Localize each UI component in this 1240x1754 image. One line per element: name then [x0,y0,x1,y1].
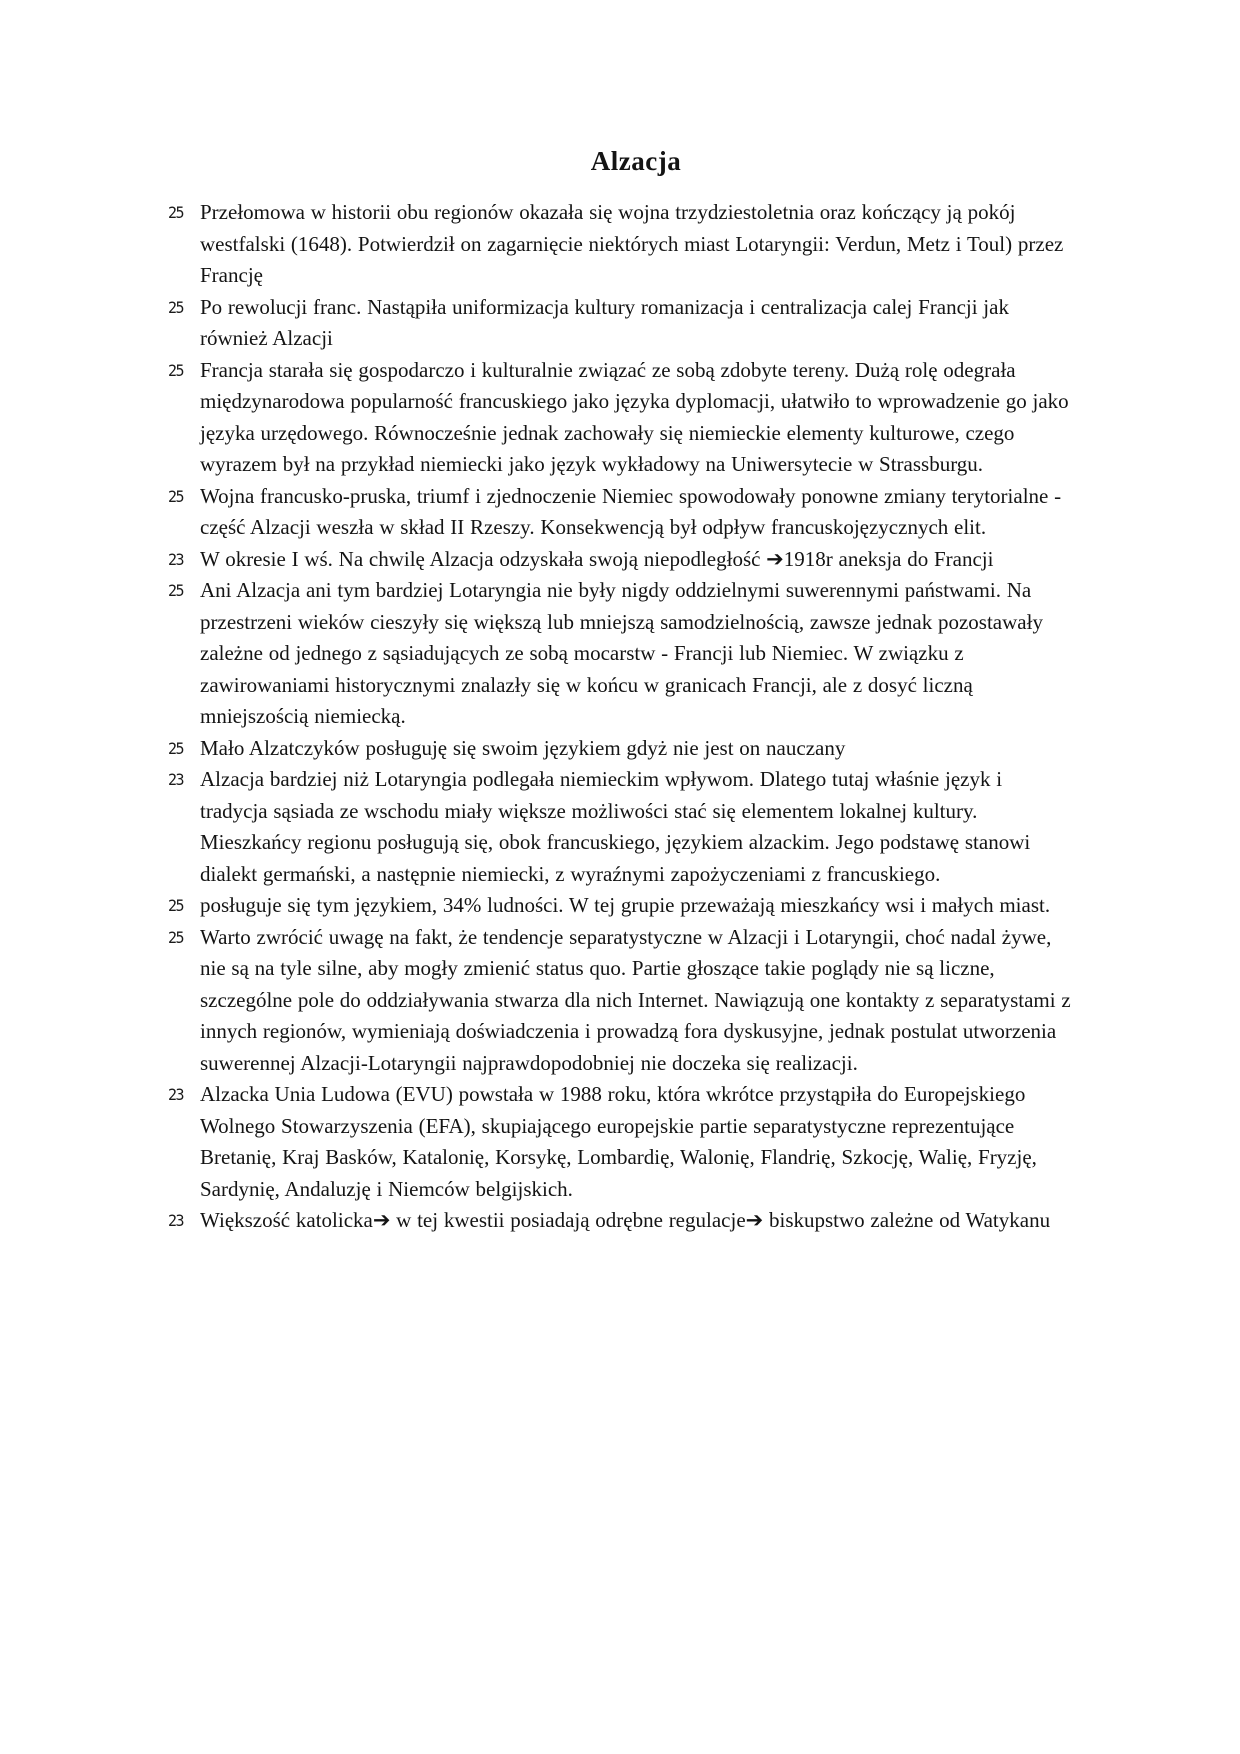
list-item-text: W okresie I wś. Na chwilę Alzacja odzyskała swoją niepodległość ➔1918r aneksja do Francji [200,546,994,571]
list-item [168,922,1240,1080]
list-item-text: Przełomowa w historii obu regionów okazała się wojna trzydziestoletnia oraz kończący ją pokój westfalski (1648). Potwierdził on zagarnięcie niektórych miast Lotaryngii: Verdun, Metz i Toul) przez Francję [200,200,1064,287]
bullet-list [168,197,1240,1237]
list-item [168,292,1240,355]
bullet-marker: 23 [168,770,184,790]
bullet-marker: 25 [168,203,184,223]
list-item-text: Alzacja bardziej niż Lotaryngia podlegała niemieckim wpływom. Dlatego tutaj właśnie język i tradycja sąsiada ze wschodu miały większe możliwości stać się elementem lokalnej kultury. Mieszkańcy regionu posługują się, obok francuskiego, językiem alzackim. Jego podstawę stanowi dialekt germański, a następnie niemiecki, z wyraźnymi zapożyczeniami z francuskiego. [200,767,1031,886]
list-item [168,764,1240,890]
page-title: Alzacja [590,146,682,176]
list-item [168,890,1240,922]
list-item-text: Mało Alzatczyków posługuję się swoim językiem gdyż nie jest on nauczany [200,735,846,760]
bullet-marker: 23 [168,549,184,569]
list-item [168,733,1240,765]
bullet-marker: 23 [168,1085,184,1105]
list-item [168,544,1240,576]
list-item-text: Francja starała się gospodarczo i kulturalnie związać ze sobą zdobyte tereny. Dużą rolę odegrała międzynarodowa popularność francuskiego jako języka dyplomacji, ułatwiło to wprowadzenie go jako języka urzędowego. Równocześnie jednak zachowały się niemieckie elementy kulturowe, czego wyrazem był na przykład niemiecki jako język wykładowy na Uniwersytecie w Strassburgu. [200,357,1069,476]
list-item-text: Alzacka Unia Ludowa (EVU) powstała w 1988 roku, która wkrótce przystąpiła do Europejskiego Wolnego Stowarzyszenia (EFA), skupiającego europejskie partie separatystyczne reprezentujące Bretanię, Kraj Basków, Katalonię, Korsykę, Lombardię, Walonię, Flandrię, Szkocję, Walię, Fryzję, Sardynię, Andaluzję i Niemców belgijskich. [200,1082,1037,1201]
bullet-marker: 25 [168,360,184,380]
bullet-marker: 25 [168,581,184,601]
bullet-marker: 25 [168,297,184,317]
bullet-marker: 23 [168,1211,184,1231]
list-item [168,481,1240,544]
list-item-text: Większość katolicka➔ w tej kwestii posiadają odrębne regulacje➔ biskupstwo zależne od Watykanu [200,1208,1051,1232]
list-item [168,1205,1240,1237]
list-item [168,197,1240,292]
list-item-text: posługuje się tym językiem, 34% ludności. W tej grupie przeważają mieszkańcy wsi i małych miast. [200,893,1051,917]
bullet-marker: 25 [168,738,184,758]
list-item [168,1079,1240,1205]
list-item [168,355,1240,481]
bullet-marker: 25 [168,486,184,506]
bullet-marker: 25 [168,896,184,916]
list-item [168,575,1240,733]
list-item-text: Wojna francusko-pruska, triumf i zjednoczenie Niemiec spowodowały ponowne zmiany terytorialne - część Alzacji weszła w skład II Rzeszy. Konsekwencją był odpływ francuskojęzycznych elit. [200,483,1062,539]
bullet-marker: 25 [168,927,184,947]
list-item-text: Warto zwrócić uwagę na fakt, że tendencje separatystyczne w Alzacji i Lotaryngii, choć nadal żywe, nie są na tyle silne, aby mogły zmienić status quo. Partie głoszące takie poglądy nie są liczne, szczególne pole do oddziaływania stwarza dla nich Internet. Nawiązują one kontakty z separatystami z innych regionów, wymieniają doświadczenia i prowadzą fora dyskusyjne, jednak postulat utworzenia suwerennej Alzacji-Lotaryngii najprawdopodobniej nie doczeka się realizacji. [200,924,1071,1075]
list-item-text: Ani Alzacja ani tym bardziej Lotaryngia nie były nigdy oddzielnymi suwerennymi państwami. Na przestrzeni wieków cieszyły się większą lub mniejszą samodzielnością, zawsze jednak pozostawały zależne od jednego z sąsiadujących ze sobą mocarstw - Francji lub Niemiec. W związku z zawirowaniami historycznymi znalazły się w końcu w granicach Francji, ale z dosyć liczną mniejszością niemiecką. [200,578,1043,728]
list-item-text: Po rewolucji franc. Nastąpiła uniformizacja kultury romanizacja i centralizacja calej Francji jak również Alzacji [200,294,1009,350]
